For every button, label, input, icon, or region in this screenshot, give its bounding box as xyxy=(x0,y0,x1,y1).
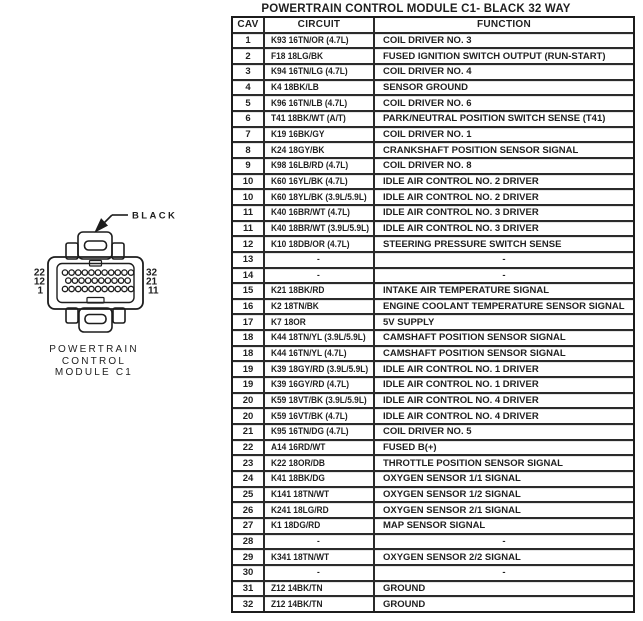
circuit-cell: K22 18OR/DB xyxy=(265,456,375,470)
cav-cell: 20 xyxy=(233,394,265,408)
function-cell: - xyxy=(502,567,506,579)
function-cell: 5V SUPPLY xyxy=(383,316,435,328)
circuit-cell: - xyxy=(265,535,375,549)
circuit-cell: K24 18GY/BK xyxy=(265,143,375,157)
header-circuit: CIRCUIT xyxy=(265,18,375,32)
table-row xyxy=(233,378,633,394)
function-cell: IDLE AIR CONTROL NO. 1 DRIVER xyxy=(383,379,539,391)
pin-circle xyxy=(125,278,130,283)
cav-cell: 4 xyxy=(233,81,265,95)
table-row xyxy=(233,237,633,253)
table-row xyxy=(233,284,633,300)
cav-cell: 22 xyxy=(233,441,265,455)
connector-caption xyxy=(34,344,154,379)
pin-label-22: 22 xyxy=(33,267,45,279)
function-cell: CRANKSHAFT POSITION SENSOR SIGNAL xyxy=(383,144,579,156)
table-row xyxy=(233,441,633,457)
circuit-cell: K10 18DB/OR (4.7L) xyxy=(265,237,375,251)
pin-label-21: 21 xyxy=(146,276,158,288)
function-cell: PARK/NEUTRAL POSITION SWITCH SENSE (T41) xyxy=(383,113,606,125)
pin-circle xyxy=(66,278,71,283)
cav-cell: 9 xyxy=(233,159,265,173)
function-cell: COIL DRIVER NO. 8 xyxy=(383,160,472,172)
table-row xyxy=(233,503,633,519)
table-row xyxy=(233,409,633,425)
function-cell: FUSED IGNITION SWITCH OUTPUT (RUN-START) xyxy=(383,50,606,62)
circuit-cell: K44 18TN/YL (3.9L/5.9L) xyxy=(265,331,375,345)
table-row xyxy=(233,456,633,472)
cav-cell: 10 xyxy=(233,175,265,189)
function-cell: INTAKE AIR TEMPERATURE SIGNAL xyxy=(383,285,550,297)
cav-cell: 5 xyxy=(233,96,265,110)
pin-circle xyxy=(102,270,107,275)
circuit-cell: - xyxy=(265,566,375,580)
table-row xyxy=(233,159,633,175)
pin-label-11: 11 xyxy=(148,285,159,297)
pin-circle xyxy=(69,270,74,275)
function-cell: MAP SENSOR SIGNAL xyxy=(383,520,486,532)
function-cell: ENGINE COOLANT TEMPERATURE SENSOR SIGNAL xyxy=(383,301,625,313)
cav-cell: 18 xyxy=(233,331,265,345)
circuit-cell: K95 16TN/DG (4.7L) xyxy=(265,425,375,439)
circuit-cell: K4 18BK/LB xyxy=(265,81,375,95)
cav-cell: 8 xyxy=(233,143,265,157)
cav-cell: 13 xyxy=(233,253,265,267)
circuit-cell: K2 18TN/BK xyxy=(265,300,375,314)
function-cell: OXYGEN SENSOR 2/2 SIGNAL xyxy=(383,551,521,563)
cav-cell: 18 xyxy=(233,347,265,361)
function-cell: IDLE AIR CONTROL NO. 2 DRIVER xyxy=(383,191,539,203)
table-row xyxy=(233,566,633,582)
table-row xyxy=(233,331,633,347)
function-cell: THROTTLE POSITION SENSOR SIGNAL xyxy=(383,457,563,469)
pin-circle xyxy=(62,270,67,275)
cav-cell: 26 xyxy=(233,503,265,517)
function-cell: OXYGEN SENSOR 1/1 SIGNAL xyxy=(383,473,521,485)
black-arrow xyxy=(96,215,128,231)
function-cell: GROUND xyxy=(383,598,426,610)
circuit-cell: K19 16BK/GY xyxy=(265,128,375,142)
connector-bottom-slot xyxy=(85,315,106,324)
function-cell: IDLE AIR CONTROL NO. 2 DRIVER xyxy=(383,175,539,187)
circuit-cell: K94 16TN/LG (4.7L) xyxy=(265,65,375,79)
table-row xyxy=(233,269,633,285)
pin-circle xyxy=(105,278,110,283)
function-cell: STEERING PRESSURE SWITCH SENSE xyxy=(383,238,562,250)
circuit-cell: K44 16TN/YL (4.7L) xyxy=(265,347,375,361)
pin-circle xyxy=(92,278,97,283)
function-cell: - xyxy=(502,269,506,281)
function-cell: - xyxy=(502,254,506,266)
cav-cell: 14 xyxy=(233,269,265,283)
cav-cell: 19 xyxy=(233,378,265,392)
function-cell: OXYGEN SENSOR 1/2 SIGNAL xyxy=(383,489,521,501)
pinout-table xyxy=(231,16,635,613)
pin-circle xyxy=(69,286,74,291)
circuit-cell: K93 16TN/OR (4.7L) xyxy=(265,34,375,48)
circuit-cell: - xyxy=(265,269,375,283)
pin-circle xyxy=(128,286,133,291)
pin-circle xyxy=(109,286,114,291)
cav-cell: 23 xyxy=(233,456,265,470)
connector-top-slot xyxy=(85,241,107,250)
function-cell: COIL DRIVER NO. 3 xyxy=(383,34,472,46)
cav-cell: 32 xyxy=(233,597,265,611)
function-cell: CAMSHAFT POSITION SENSOR SIGNAL xyxy=(383,332,566,344)
table-row xyxy=(233,519,633,535)
circuit-cell: K98 16LB/RD (4.7L) xyxy=(265,159,375,173)
circuit-cell: K40 16BR/WT (4.7L) xyxy=(265,206,375,220)
circuit-cell: K39 16GY/RD (4.7L) xyxy=(265,378,375,392)
cav-cell: 11 xyxy=(233,222,265,236)
function-cell: OXYGEN SENSOR 2/1 SIGNAL xyxy=(383,504,521,516)
pin-circle xyxy=(76,286,81,291)
function-cell: COIL DRIVER NO. 5 xyxy=(383,426,472,438)
table-row xyxy=(233,206,633,222)
table-row xyxy=(233,128,633,144)
cav-cell: 30 xyxy=(233,566,265,580)
cav-cell: 19 xyxy=(233,362,265,376)
pin-circle xyxy=(128,270,133,275)
cav-cell: 16 xyxy=(233,300,265,314)
page-title: POWERTRAIN CONTROL MODULE C1- BLACK 32 WAY xyxy=(261,3,571,15)
function-cell: IDLE AIR CONTROL NO. 3 DRIVER xyxy=(383,222,539,234)
pin-circle xyxy=(122,286,127,291)
cav-cell: 10 xyxy=(233,190,265,204)
function-cell: CAMSHAFT POSITION SENSOR SIGNAL xyxy=(383,348,566,360)
circuit-cell: K141 18TN/WT xyxy=(265,488,375,502)
table-row xyxy=(233,175,633,191)
header-function: FUNCTION xyxy=(476,19,532,31)
circuit-cell: K59 16VT/BK (4.7L) xyxy=(265,409,375,423)
table-row xyxy=(233,425,633,441)
connector-caption-line: POWERTRAIN xyxy=(49,344,139,355)
circuit-cell: K21 18BK/RD xyxy=(265,284,375,298)
table-row xyxy=(233,347,633,363)
pin-circle xyxy=(62,286,67,291)
pin-circle xyxy=(95,270,100,275)
circuit-cell: K60 18YL/BK (3.9L/5.9L) xyxy=(265,190,375,204)
table-row xyxy=(233,535,633,551)
function-cell: COIL DRIVER NO. 4 xyxy=(383,66,472,78)
pin-circle xyxy=(99,278,104,283)
cav-cell: 24 xyxy=(233,472,265,486)
cav-cell: 11 xyxy=(233,206,265,220)
table-row xyxy=(233,394,633,410)
circuit-cell: F18 18LG/BK xyxy=(265,49,375,63)
cav-cell: 27 xyxy=(233,519,265,533)
pin-circle xyxy=(115,286,120,291)
pin-circle xyxy=(115,270,120,275)
table-row xyxy=(233,81,633,97)
circuit-cell: T41 18BK/WT (A/T) xyxy=(265,112,375,126)
cav-cell: 21 xyxy=(233,425,265,439)
cav-cell: 3 xyxy=(233,65,265,79)
function-cell: COIL DRIVER NO. 6 xyxy=(383,97,472,109)
cav-cell: 2 xyxy=(233,49,265,63)
function-cell: IDLE AIR CONTROL NO. 3 DRIVER xyxy=(383,207,539,219)
circuit-cell: K59 18VT/BK (3.9L/5.9L) xyxy=(265,394,375,408)
table-row xyxy=(233,222,633,238)
circuit-cell: K341 18TN/WT xyxy=(265,550,375,564)
pin-circle xyxy=(118,278,123,283)
pin-circle xyxy=(82,270,87,275)
circuit-cell: K40 18BR/WT (3.9L/5.9L) xyxy=(265,222,375,236)
table-row xyxy=(233,253,633,269)
circuit-cell: K60 16YL/BK (4.7L) xyxy=(265,175,375,189)
pin-circle xyxy=(109,270,114,275)
circuit-cell: K39 18GY/RD (3.9L/5.9L) xyxy=(265,362,375,376)
cav-cell: 20 xyxy=(233,409,265,423)
cav-cell: 25 xyxy=(233,488,265,502)
pin-circle xyxy=(122,270,127,275)
table-row xyxy=(233,112,633,128)
table-row xyxy=(233,300,633,316)
pin-label-12: 12 xyxy=(33,276,45,288)
table-row xyxy=(233,34,633,50)
circuit-cell: K1 18DG/RD xyxy=(265,519,375,533)
function-cell: IDLE AIR CONTROL NO. 1 DRIVER xyxy=(383,363,539,375)
pin-field xyxy=(62,270,133,292)
pin-label-32: 32 xyxy=(146,267,158,279)
connector-bottom-latch-left xyxy=(66,308,78,323)
pin-circle xyxy=(72,278,77,283)
table-row xyxy=(233,143,633,159)
cav-cell: 28 xyxy=(233,535,265,549)
circuit-cell: - xyxy=(265,253,375,267)
function-cell: FUSED B(+) xyxy=(383,442,437,454)
circuit-cell: Z12 14BK/TN xyxy=(265,597,375,611)
pin-label-1: 1 xyxy=(37,285,43,297)
function-cell: - xyxy=(502,535,506,547)
pin-circle xyxy=(112,278,117,283)
cav-cell: 12 xyxy=(233,237,265,251)
pin-circle xyxy=(95,286,100,291)
table-row xyxy=(233,582,633,598)
function-cell: SENSOR GROUND xyxy=(383,81,468,93)
cav-cell: 31 xyxy=(233,582,265,596)
function-cell: COIL DRIVER NO. 1 xyxy=(383,128,472,140)
table-row xyxy=(233,190,633,206)
cav-cell: 1 xyxy=(233,34,265,48)
pin-circle xyxy=(89,286,94,291)
table-row xyxy=(233,472,633,488)
pin-circle xyxy=(102,286,107,291)
connector-caption-line: CONTROL xyxy=(61,355,127,367)
pin-circle xyxy=(82,286,87,291)
pin-circle xyxy=(76,270,81,275)
table-row xyxy=(233,65,633,81)
table-row xyxy=(233,362,633,378)
table-row xyxy=(233,49,633,65)
pin-circle xyxy=(85,278,90,283)
pcm-connector-drawing xyxy=(0,195,180,345)
connector-caption-line: MODULE C1 xyxy=(54,367,134,378)
circuit-cell: K96 16TN/LB (4.7L) xyxy=(265,96,375,110)
cav-cell: 6 xyxy=(233,112,265,126)
circuit-cell: K241 18LG/RD xyxy=(265,503,375,517)
table-row xyxy=(233,550,633,566)
table-row xyxy=(233,315,633,331)
function-cell: GROUND xyxy=(383,582,426,594)
table-row xyxy=(233,96,633,112)
function-cell: IDLE AIR CONTROL NO. 4 DRIVER xyxy=(383,410,539,422)
cav-cell: 15 xyxy=(233,284,265,298)
connector-bottom-tab xyxy=(79,308,112,332)
pin-circle xyxy=(89,270,94,275)
table-header-row xyxy=(233,18,633,34)
table-row xyxy=(233,597,633,611)
connector-bottom-latch-right xyxy=(113,308,125,323)
circuit-cell: Z12 14BK/TN xyxy=(265,582,375,596)
connector-color-label: BLACK xyxy=(132,210,178,222)
cav-cell: 29 xyxy=(233,550,265,564)
circuit-cell: A14 16RD/WT xyxy=(265,441,375,455)
pin-circle xyxy=(79,278,84,283)
circuit-cell: K41 18BK/DG xyxy=(265,472,375,486)
header-cav: CAV xyxy=(233,18,265,32)
table-row xyxy=(233,488,633,504)
function-cell: IDLE AIR CONTROL NO. 4 DRIVER xyxy=(383,395,539,407)
cav-cell: 7 xyxy=(233,128,265,142)
cav-cell: 17 xyxy=(233,315,265,329)
circuit-cell: K7 18OR xyxy=(265,315,375,329)
